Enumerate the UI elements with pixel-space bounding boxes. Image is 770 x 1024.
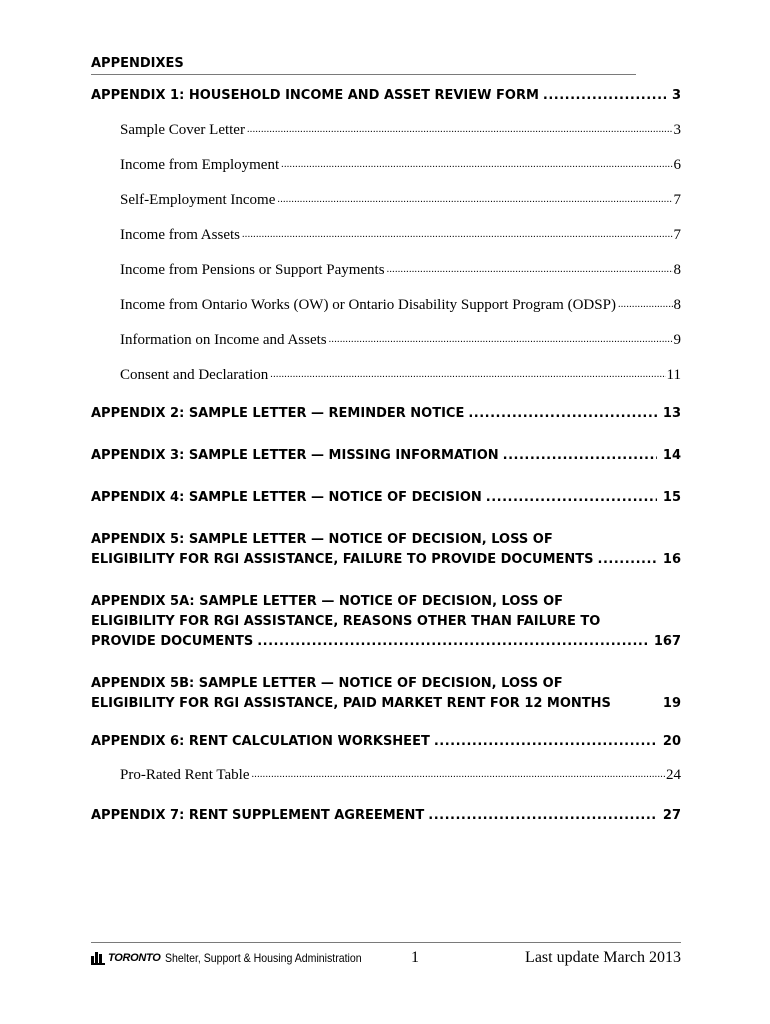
toc-entry-title-line: PROVIDE DOCUMENTS [91, 634, 254, 649]
toc-entry-page: 15 [662, 490, 681, 505]
toc-entry-title-line: ELIGIBILITY FOR RGI ASSISTANCE, FAILURE TO PROVIDE DOCUMENTS [91, 552, 594, 567]
toc-entry-title: Information on Income and Assets [120, 332, 327, 348]
toc-entry-page: 11 [666, 367, 681, 383]
toc-entry-appendix-6[interactable] [91, 732, 681, 752]
toc-entry-title: Self-Employment Income [120, 192, 276, 208]
toc-entry-page: 24 [666, 767, 681, 783]
toc-entry-appendix-5[interactable] [91, 530, 681, 570]
toc-leader-dots [277, 191, 672, 209]
toc-leader-dots [270, 366, 665, 384]
toc-entry-title-line: APPENDIX 5B: SAMPLE LETTER — NOTICE OF DECISION, LOSS OF [91, 676, 563, 691]
toc-entry-appendix-5b[interactable] [91, 674, 681, 714]
toc-entry-page: 8 [673, 262, 681, 278]
page-heading: APPENDIXES [91, 56, 636, 75]
toc-entry-income-from-employment[interactable] [120, 156, 681, 174]
toc-entry-title: Income from Ontario Works (OW) or Ontario Disability Support Program (ODSP) [120, 297, 616, 313]
toc-entry-title: Pro-Rated Rent Table [120, 767, 250, 783]
toc-entry-page: 6 [673, 157, 681, 173]
toc-entry-title: Income from Pensions or Support Payments [120, 262, 385, 278]
toc-leader-dots [242, 226, 673, 244]
city-hall-icon [91, 952, 105, 965]
toc-entry-title: APPENDIX 2: SAMPLE LETTER — REMINDER NOTICE [91, 406, 465, 421]
page-number: 1 [411, 949, 419, 966]
toc-entry-page: 9 [673, 332, 681, 348]
toc-leader-dots [387, 261, 673, 279]
toc-entry-appendix-3[interactable] [91, 446, 681, 466]
toc-entry-page: 27 [662, 808, 681, 823]
toc-entry-title: APPENDIX 6: RENT CALCULATION WORKSHEET [91, 734, 430, 749]
toc-entry-income-from-assets[interactable] [120, 226, 681, 244]
toc-entry-page: 3 [673, 122, 681, 138]
toc-entry-title-line: APPENDIX 5A: SAMPLE LETTER — NOTICE OF DECISION, LOSS OF [91, 594, 563, 609]
toc-leader-dots [434, 732, 657, 752]
toc-entry-pro-rated-rent-table[interactable] [120, 766, 681, 784]
toc-entry-appendix-1[interactable] [91, 86, 681, 106]
toc-leader-dots [247, 121, 673, 139]
toc-entry-page: 20 [662, 734, 681, 749]
toc-entry-appendix-2[interactable] [91, 404, 681, 424]
logo-city-text: TORONTO [108, 952, 161, 964]
toc-leader-dots [281, 156, 672, 174]
toc-entry-appendix-4[interactable] [91, 488, 681, 508]
toc-entry-page: 7 [673, 227, 681, 243]
toc-leader-dots [251, 766, 665, 784]
toc-entry-title: Sample Cover Letter [120, 122, 245, 138]
toc-entry-title: Consent and Declaration [120, 367, 269, 383]
toc-entry-appendix-7[interactable] [91, 806, 681, 826]
toc-entry-self-employment-income[interactable] [120, 191, 681, 209]
toc-entry-title: Income from Employment [120, 157, 280, 173]
toc-leader-dots [468, 404, 657, 424]
toc-entry-page: 167 [653, 634, 681, 649]
toc-entry-title-line: ELIGIBILITY FOR RGI ASSISTANCE, REASONS OTHER THAN FAILURE TO [91, 614, 601, 629]
toc-entry-appendix-5a[interactable] [91, 592, 681, 652]
toc-entry-income-from-pensions[interactable] [120, 261, 681, 279]
toc-entry-title-line: ELIGIBILITY FOR RGI ASSISTANCE, PAID MARKET RENT FOR 12 MONTHS [91, 696, 611, 711]
toc-leader-dots [598, 550, 657, 570]
toc-entry-page: 7 [673, 192, 681, 208]
toc-entry-income-from-ow-odsp[interactable] [120, 296, 681, 314]
toc-entry-page: 8 [673, 297, 681, 313]
toc-leader-dots [428, 806, 657, 826]
toc-entry-page: 16 [662, 552, 681, 567]
page-footer [91, 942, 681, 975]
toc-leader-dots [543, 86, 666, 106]
toc-entry-sample-cover-letter[interactable] [120, 121, 681, 139]
toc-leader-dots [503, 446, 657, 466]
last-update-text: Last update March 2013 [525, 949, 681, 966]
toc-entry-title: APPENDIX 7: RENT SUPPLEMENT AGREEMENT [91, 808, 425, 823]
toc-entry-title: Income from Assets [120, 227, 240, 243]
toronto-logo [91, 951, 388, 965]
toc-entry-page: 19 [662, 696, 681, 711]
toc-leader-dots [257, 632, 648, 652]
logo-org-text: Shelter, Support & Housing Administration [164, 951, 362, 965]
toc-entry-page: 3 [671, 88, 681, 103]
toc-entry-information-on-income[interactable] [120, 331, 681, 349]
toc-entry-title: APPENDIX 1: HOUSEHOLD INCOME AND ASSET REVIEW FORM [91, 88, 539, 103]
toc-entry-page: 13 [662, 406, 681, 421]
toc-entry-title: APPENDIX 3: SAMPLE LETTER — MISSING INFORMATION [91, 448, 499, 463]
toc-entry-consent-and-declaration[interactable] [120, 366, 681, 384]
toc-leader-dots [618, 296, 673, 314]
toc-leader-dots [486, 488, 657, 508]
toc-leader-dots [329, 331, 673, 349]
toc-entry-title: APPENDIX 4: SAMPLE LETTER — NOTICE OF DECISION [91, 490, 482, 505]
toc-entry-title-line: APPENDIX 5: SAMPLE LETTER — NOTICE OF DECISION, LOSS OF [91, 532, 553, 547]
toc-entry-page: 14 [662, 448, 681, 463]
